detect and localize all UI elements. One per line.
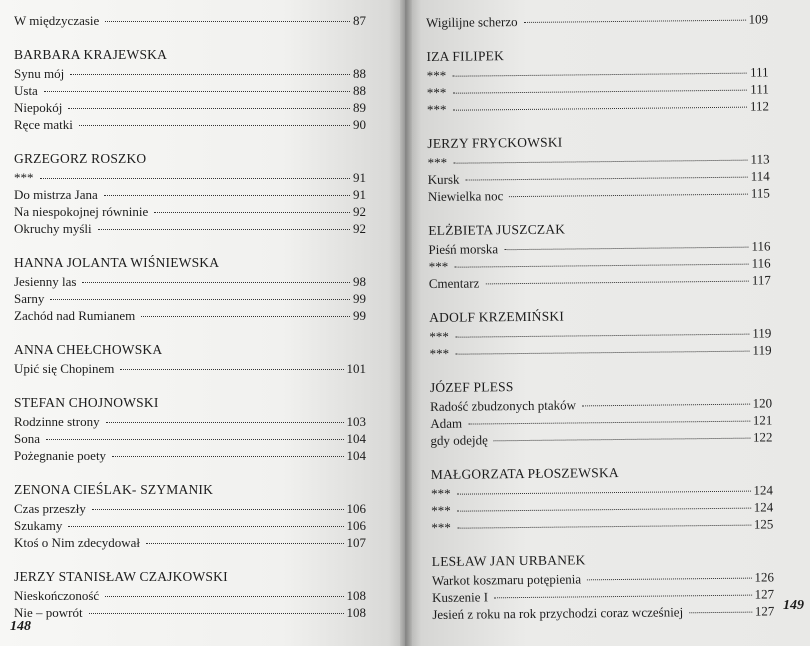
dot-leader (68, 526, 343, 527)
entry-page-number: 106 (346, 501, 366, 516)
dot-leader (453, 160, 747, 164)
dot-leader (485, 281, 748, 285)
right-page-number: 149 (783, 598, 804, 613)
dot-leader (98, 229, 350, 230)
dot-leader (494, 595, 752, 599)
entry-title: Upić się Chopinem (14, 361, 115, 376)
author-heading: STEFAN CHOJNOWSKI (14, 395, 159, 410)
dot-leader (587, 578, 751, 581)
entry-page-number: 98 (353, 274, 366, 289)
entry-title: *** (429, 328, 449, 344)
toc-section (14, 45, 366, 133)
dot-leader (452, 73, 747, 77)
entry-title: Rodzinne strony (14, 414, 100, 429)
dot-leader (112, 456, 343, 457)
entry-page-number: 109 (748, 11, 769, 27)
author-heading: HANNA JOLANTA WIŚNIEWSKA (14, 255, 220, 270)
toc-entry (427, 97, 769, 118)
left-toc (14, 12, 366, 621)
entry-title: Ktoś o Nim zdecydował (14, 535, 141, 550)
dot-leader (457, 525, 751, 529)
dot-leader (504, 247, 748, 251)
entry-title: Sona (14, 431, 40, 446)
entry-page-number: 99 (353, 291, 366, 306)
toc-section (432, 548, 775, 623)
dot-leader (524, 20, 746, 23)
entry-page-number: 92 (353, 221, 366, 236)
dot-leader (104, 195, 350, 196)
dot-leader (120, 369, 343, 370)
toc-entry (14, 12, 366, 29)
entry-title: Synu mój (14, 66, 65, 81)
dot-leader (454, 264, 748, 268)
dot-leader (457, 491, 751, 495)
dot-leader (494, 438, 750, 442)
dot-leader (452, 90, 747, 94)
entry-title: Jesienny las (14, 274, 77, 289)
entry-title: Pieśń morska (428, 241, 499, 257)
entry-title: Nieskończoność (14, 588, 100, 603)
entry-page-number: 112 (749, 98, 770, 114)
author-heading: MAŁGORZATA PŁOSZEWSKA (430, 465, 619, 482)
dot-leader (146, 543, 343, 544)
entry-page-number: 108 (346, 605, 366, 620)
entry-title: *** (426, 84, 447, 100)
toc-entry (14, 413, 366, 430)
author-heading: JERZY FRYCKOWSKI (427, 134, 563, 151)
entry-page-number: 116 (751, 238, 771, 254)
author-heading: JÓZEF PLESS (429, 379, 514, 395)
entry-title: *** (427, 154, 448, 170)
toc-section (427, 130, 770, 205)
entry-page-number: 116 (751, 255, 771, 271)
toc-entry (429, 271, 771, 292)
entry-title: Okruchy myśli (14, 221, 92, 236)
entry-page-number: 122 (752, 429, 773, 445)
toc-entry (14, 587, 366, 604)
entry-page-number: 89 (353, 100, 366, 115)
toc-section (426, 10, 768, 31)
toc-entry (14, 65, 366, 82)
entry-title: Pożegnanie poety (14, 448, 107, 463)
toc-section (14, 393, 366, 464)
author-heading: LESŁAW JAN URBANEK (431, 552, 586, 569)
toc-entry (14, 203, 366, 220)
entry-title: Sarny (14, 291, 45, 306)
entry-title: Zachód nad Rumianem (14, 308, 136, 323)
toc-entry (14, 307, 366, 324)
entry-title: Usta (14, 83, 38, 98)
entry-title: *** (429, 345, 450, 361)
toc-entry (14, 517, 366, 534)
left-page-number: 148 (10, 619, 31, 634)
author-heading: BARBARA KRAJEWSKA (14, 47, 168, 62)
dot-leader (455, 334, 749, 338)
dot-leader (68, 108, 350, 109)
entry-page-number: 90 (353, 117, 366, 132)
entry-page-number: 91 (353, 170, 366, 185)
entry-title: Adam (430, 415, 463, 431)
entry-title: Jesień z roku na rok przychodzi coraz wcześniej (432, 604, 684, 622)
author-heading: ANNA CHEŁCHOWSKA (14, 342, 163, 357)
entry-page-number: 88 (353, 83, 366, 98)
entry-title: gdy odejdę (430, 432, 488, 448)
dot-leader (509, 194, 748, 197)
right-toc (426, 10, 774, 623)
entry-page-number: 124 (753, 499, 774, 515)
entry-title: Nie – powrót (14, 605, 83, 620)
entry-page-number: 87 (353, 13, 366, 28)
entry-title: Wigilijne scherzo (426, 14, 518, 30)
entry-page-number: 120 (752, 395, 773, 411)
toc-entry (429, 341, 771, 362)
dot-leader (44, 91, 350, 92)
entry-page-number: 111 (750, 64, 769, 80)
dot-leader (79, 125, 350, 126)
dot-leader (89, 613, 344, 614)
toc-entry (14, 534, 366, 551)
author-heading: ELŻBIETA JUSZCZAK (428, 221, 566, 238)
entry-title: W międzyczasie (14, 13, 100, 28)
toc-entry (14, 290, 366, 307)
entry-page-number: 88 (353, 66, 366, 81)
dot-leader (455, 351, 749, 355)
entry-page-number: 119 (752, 342, 772, 358)
entry-page-number: 111 (750, 81, 769, 97)
entry-title: Niewielka noc (427, 188, 504, 204)
toc-section (14, 253, 366, 324)
toc-section (426, 43, 769, 118)
author-heading: ADOLF KRZEMIŃSKI (429, 308, 565, 325)
entry-page-number: 127 (754, 603, 775, 619)
entry-page-number: 119 (752, 325, 772, 341)
toc-entry (431, 515, 773, 536)
entry-title: Szukamy (14, 518, 63, 533)
dot-leader (689, 612, 752, 614)
dot-leader (70, 74, 350, 75)
entry-title: *** (430, 485, 451, 501)
toc-entry (14, 82, 366, 99)
dot-leader (40, 178, 351, 179)
toc-section (14, 567, 366, 621)
toc-section (429, 304, 772, 362)
entry-title: Kuszenie I (432, 589, 489, 605)
entry-page-number: 104 (346, 431, 366, 446)
dot-leader (46, 439, 344, 440)
toc-entry (14, 273, 366, 290)
toc-entry (430, 428, 772, 449)
toc-section (14, 340, 366, 377)
dot-leader (582, 404, 750, 407)
author-heading: IZA FILIPEK (426, 48, 505, 64)
book-gutter (400, 0, 412, 646)
toc-section (14, 149, 366, 237)
entry-page-number: 117 (751, 272, 771, 288)
dot-leader (141, 316, 350, 317)
entry-page-number: 92 (353, 204, 366, 219)
entry-title: *** (14, 170, 34, 185)
entry-page-number: 91 (353, 187, 366, 202)
dot-leader (466, 177, 748, 181)
toc-entry (14, 447, 366, 464)
entry-title: Radość zbudzonych ptaków (430, 397, 577, 414)
entry-title: Niepokój (14, 100, 63, 115)
entry-page-number: 115 (750, 185, 770, 201)
entry-title: Kursk (427, 171, 460, 187)
toc-section (431, 461, 774, 536)
dot-leader (453, 107, 747, 111)
author-heading: ZENONA CIEŚLAK- SZYMANIK (14, 482, 214, 497)
toc-section (428, 217, 771, 292)
entry-title: Cmentarz (428, 275, 480, 291)
toc-entry (14, 169, 366, 186)
entry-title: Czas przeszły (14, 501, 86, 516)
entry-page-number: 101 (346, 361, 366, 376)
entry-title: Do mistrza Jana (14, 187, 98, 202)
dot-leader (50, 299, 350, 300)
entry-page-number: 124 (753, 482, 774, 498)
toc-entry (14, 430, 366, 447)
toc-entry (14, 116, 366, 133)
toc-section (14, 480, 366, 551)
entry-page-number: 125 (753, 516, 774, 532)
entry-page-number: 113 (750, 151, 770, 167)
dot-leader (82, 282, 350, 283)
toc-entry (14, 220, 366, 237)
entry-page-number: 107 (346, 535, 366, 550)
entry-page-number: 103 (346, 414, 366, 429)
entry-title: Warkot koszmaru potępienia (431, 571, 582, 588)
dot-leader (92, 509, 344, 510)
entry-title: Ręce matki (14, 117, 73, 132)
dot-leader (106, 422, 344, 423)
toc-entry (432, 602, 774, 623)
toc-entry (426, 10, 768, 31)
entry-title: *** (426, 101, 447, 117)
toc-entry (14, 500, 366, 517)
dot-leader (457, 508, 751, 512)
entry-title: *** (426, 67, 447, 83)
entry-title: *** (431, 519, 451, 535)
author-heading: GRZEGORZ ROSZKO (14, 151, 147, 166)
dot-leader (154, 212, 350, 213)
entry-page-number: 108 (346, 588, 366, 603)
toc-section (14, 12, 366, 29)
entry-page-number: 121 (752, 412, 773, 428)
toc-entry (14, 360, 366, 377)
toc-entry (428, 184, 770, 205)
entry-title: *** (428, 258, 449, 274)
dot-leader (105, 596, 343, 597)
toc-section (430, 374, 773, 449)
entry-page-number: 127 (754, 586, 775, 602)
entry-page-number: 106 (346, 518, 366, 533)
entry-page-number: 99 (353, 308, 366, 323)
dot-leader (468, 421, 750, 425)
author-heading: JERZY STANISŁAW CZAJKOWSKI (14, 569, 228, 584)
entry-page-number: 104 (346, 448, 366, 463)
dot-leader (105, 21, 350, 22)
entry-title: *** (431, 502, 451, 518)
toc-entry (14, 99, 366, 116)
entry-page-number: 126 (754, 569, 774, 585)
toc-entry (14, 604, 366, 621)
entry-page-number: 114 (750, 168, 770, 184)
toc-entry (14, 186, 366, 203)
entry-title: Na niespokojnej równinie (14, 204, 149, 219)
